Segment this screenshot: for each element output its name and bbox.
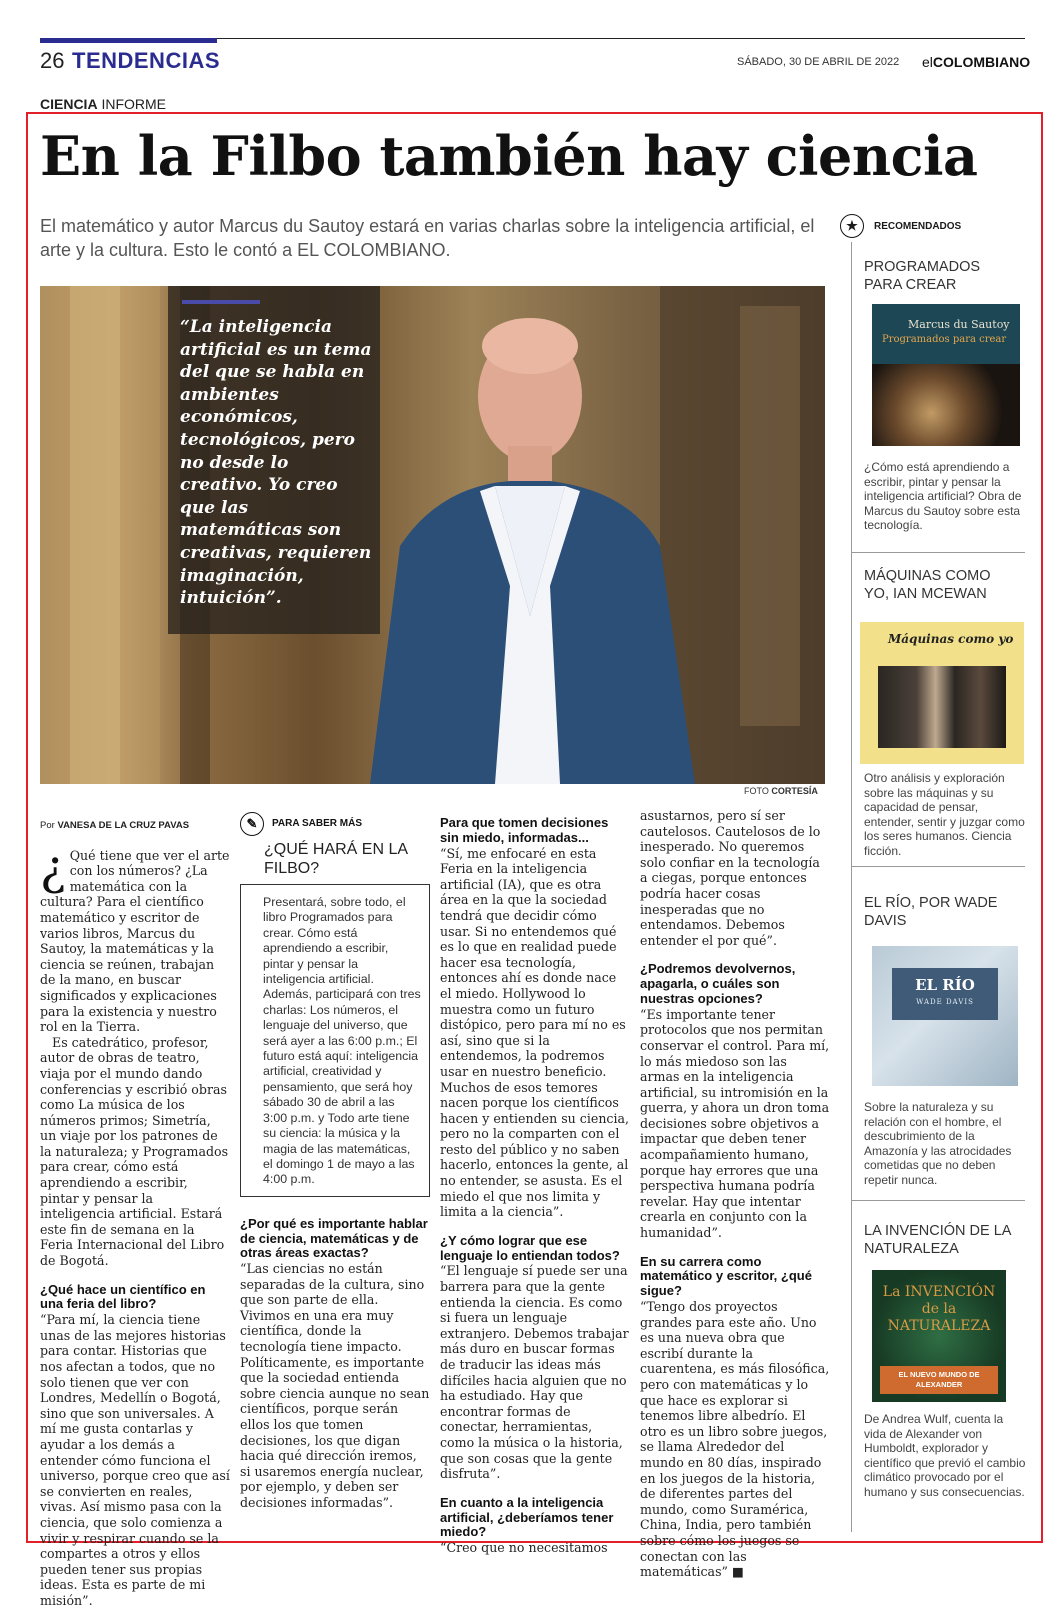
newspaper-logo: elCOLOMBIANO [922, 54, 1031, 70]
kicker: CIENCIA INFORME [40, 96, 167, 112]
interview-question: ¿Podremos devolvernos, apagarla, o cuáles son nuestras opciones? [640, 961, 796, 1006]
recommended-title: LA INVENCIÓN DE LA NATURALEZA [864, 1223, 1011, 1257]
byline: Por VANESA DE LA CRUZ PAVAS [40, 820, 190, 831]
paragraph: Qué tiene que ver el arte con los números? ¿La matemática con la cultura? Para el científico matemático y escritor de varios libros, Marcus du Sautoy, la matemáticas y la ciencia se reúnen, trabajan de la mano, en buscar significados y explicaciones para la existencia y nuestro rol en la Tierra. [40, 847, 230, 1035]
book-cover-maquinas: Máquinas como yo [860, 622, 1024, 764]
interview-question: ¿Qué hace un científico en una feria del libro? [40, 1281, 206, 1312]
sidebar-divider [851, 1200, 1025, 1201]
recommended-title: PROGRAMADOS PARA CREAR [864, 259, 981, 293]
pull-quote: “La inteligencia artificial es un tema del que se habla en ambientes económicos, tecnológicos, pero no desde lo creativo. Yo creo que las matemáticas son creativas, requieren imaginación, intuición”. [180, 317, 372, 609]
recommended-description: ¿Cómo está aprendiendo a escribir, pintar y pensar la inteligencia artificial? Obra de Marcus du Sautoy sobre esta tecnología. [864, 460, 1022, 533]
saber-mas-box: Presentará, sobre todo, el libro Programados para crear. Cómo está aprendiendo a escribir, pintar y pensar la inteligencia artificial. Además, participará con tres charlas: Los números, el lenguaje del universo, que será ayer a las 6:00 p.m.; El futuro está aquí: inteligencia artificial, creatividad y pensamiento, que será hoy sábado 30 de abril a las 3:00 p.m. y Todo arte tiene su ciencia: la música y la magia de las matemáticas, el domingo 1 de mayo a las 4:00 p.m. [240, 884, 430, 1197]
sidebar-rule [851, 242, 852, 1532]
interview-answer: “El lenguaje sí puede ser una barrera para que la gente entienda la ciencia. Es como si fuera un lenguaje extranjero. Debemos trabajar más duro en buscar formas de traducir las ideas más difíciles hacia alguien que no ha estudiado. Hay que encontrar formas de conectar, herramientas, como la música o la historia, que son cosas que la gente disfruta”. [440, 1263, 629, 1482]
section-accent-bar [40, 38, 217, 43]
section-title: TENDENCIAS [72, 48, 221, 73]
interview-question: ¿Por qué es importante hablar de ciencia, matemáticas y de otras áreas exactas? [240, 1215, 428, 1261]
issue-date: SÁBADO, 30 DE ABRIL DE 2022 [737, 56, 900, 68]
article-column-1 [40, 818, 230, 1609]
interview-answer: “Creo que no necesitamos [440, 1540, 608, 1556]
book-cover-programados: Marcus du Sautoy Programados para crear [872, 304, 1020, 446]
interview-answer: asustarnos, pero sí ser cautelosos. Cautelosos de lo inesperado. No queremos solo confiar en la tecnología a ciegas, porque entonces podría hacer cosas inesperadas que no entendamos. Debemos entender el por qué”. [640, 808, 821, 948]
photo-credit: FOTO CORTESÍA [744, 786, 818, 796]
recommended-description: Sobre la naturaleza y su relación con el hombre, el descubrimiento de la Amazonía y las atrocidades cometidas que no deben repetir nunca. [864, 1100, 1012, 1187]
interview-answer: “Es importante tener protocolos que nos permitan conservar el control. Para mí, lo más miedoso son las armas en la inteligencia artificial, su intromisión en la guerra, y ahora un dron toma decisiones sobre objetivos a impactar que deben tener acompañamiento humano, porque hay errores que una perspectiva humana podría revelar. Hay que intentar crearla en conjunto con la humanidad”. [640, 1006, 830, 1241]
recommended-title: MÁQUINAS COMO YO, IAN MCEWAN [864, 568, 991, 602]
headline: En la Filbo también hay ciencia [40, 124, 978, 188]
interview-question: En cuanto a la inteligencia artificial, ¿deberíamos tener miedo? [440, 1494, 614, 1540]
interview-answer: “Las ciencias no están separadas de la cultura, sino que son parte de ella. Vivimos en una era muy científica, donde la tecnología tiene impacto. Políticamente, es importante que la sociedad entienda sobre ciencia aunque no sean científicos, porque serán ellos los que tomen decisiones, los que digan hacia qué dirección iremos, si usaremos energía nuclear, por ejemplo, y deben ser decisiones informadas”. [240, 1261, 430, 1511]
article-column-3 [440, 816, 630, 1556]
interview-question: ¿Y cómo lograr que ese lenguaje lo entiendan todos? [440, 1232, 620, 1263]
book-cover-el-rio: EL RÍO WADE DAVIS [872, 946, 1018, 1086]
article-column-2 [240, 812, 430, 1511]
saber-mas-header: ✎ PARA SABER MÁS [240, 812, 430, 836]
sidebar-divider [851, 866, 1025, 867]
saber-mas-title: ¿QUÉ HARÁ EN LA FILBO? [264, 841, 408, 877]
interview-answer: “Para mí, la ciencia tiene unas de las mejores historias para contar. Historias que nos afectan a todos, que no solo tienen que ver con Londres, Medellín o Bogotá, sino que son universales. A mí me gusta contarlas y ayudar a los demás a entender cómo funciona el universo, porque creo que así se convierten en reales, vivas. Así mismo pasa con la ciencia, que solo comienza a vivir y respirar cuando se la compartes a otros y ellos pueden tener sus propias ideas. Esta es parte de mi misión”. [40, 1312, 230, 1608]
interview-answer: “Sí, me enfocaré en esta Feria en la inteligencia artificial (IA), que es otra área en la que la sociedad tendrá que decidir cómo usar. Si no entendemos qué es lo que en realidad puede hacer esa tecnología, entonces ahí es donde nace el miedo. Hollywood lo muestra como un futuro distópico, pero para mí no es así, sino que si la entendemos, la podremos usar en nuestro beneficio. Muchos de esos temores nacen porque los científicos hacen y entienden su ciencia, pero no la comparten con el resto del público y no saben hacerlo, entonces la gente, al no entender, se asusta. Es el miedo el que nos limita y limita a la ciencia”. [440, 845, 630, 1220]
recommended-title: EL RÍO, POR WADE DAVIS [864, 895, 998, 929]
page-number: 26 [40, 48, 65, 73]
recommended-description: De Andrea Wulf, cuenta la vida de Alexander von Humboldt, explorador y científico que previó el cambio climático provocado por el humano y sus consecuencias. [864, 1412, 1026, 1499]
dek: El matemático y autor Marcus du Sautoy estará en varias charlas sobre la inteligencia artificial, el arte y la cultura. Esto le contó a EL COLOMBIANO. [40, 216, 815, 260]
recomendados-header: ★ RECOMENDADOS [840, 214, 961, 238]
portrait-photo [40, 286, 825, 784]
recommended-description: Otro análisis y exploración sobre las máquinas y su capacidad de pensar, entender, sentir y juzgar como los seres humanos. Ciencia ficción. [864, 771, 1025, 858]
pushpin-icon: ✎ [240, 812, 264, 836]
sidebar-divider [851, 552, 1025, 553]
book-cover-invencion: La INVENCIÓN de la NATURALEZA EL NUEVO MUNDO DE ALEXANDER [872, 1270, 1006, 1402]
star-icon: ★ [840, 214, 864, 238]
drop-cap: ¿ [40, 839, 66, 896]
pull-quote-accent [182, 300, 260, 304]
interview-question: En su carrera como matemático y escritor, ¿qué sigue? [640, 1253, 812, 1299]
interview-question: Para que tomen decisiones sin miedo, informadas... [440, 815, 609, 845]
paragraph: Es catedrático, profesor, autor de obras de teatro, viaja por el mundo dando conferencias y escribió obras como La música de los números primos; Simetría, un viaje por los patrones de la naturaleza; y Programados para crear, cómo está aprendiendo a escribir, pintar y pensar la inteligencia artificial. Estará este fin de semana en la Feria Internacional del Libro de Bogotá. [40, 1034, 229, 1269]
interview-answer: “Tengo dos proyectos grandes para este año. Uno es una nueva obra que escribí durante la cuarentena, es más filosófica, pero con matemáticas y lo que hace es explorar si tenemos libre albedrío. El otro es un libro sobre juegos, se llama Alrededor del mundo en 80 días, inspirado en los juegos de la historia, de diferentes partes del mundo, como Suramérica, China, India, pero también sobre cómo los juegos se conectan con las matemáticas” ■ [640, 1299, 830, 1580]
article-column-4 [640, 808, 830, 1580]
